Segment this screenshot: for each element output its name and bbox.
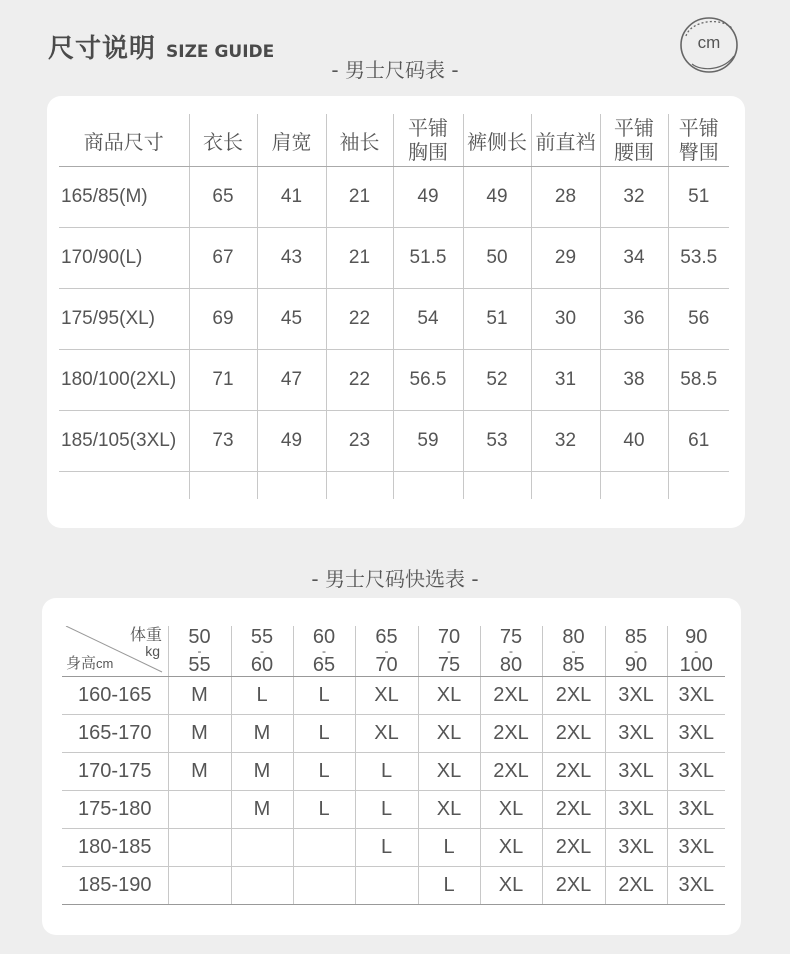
weight-range-header: [605, 626, 667, 677]
size-cell: 3XL: [667, 867, 725, 905]
table-row: [62, 867, 725, 905]
title-english: SIZE GUIDE: [166, 42, 275, 62]
range-dash: -: [634, 644, 638, 658]
size-cell: L: [418, 867, 480, 905]
weight-label: 体重: [129, 625, 162, 644]
range-dash: -: [384, 644, 389, 658]
table-row-empty: [59, 472, 729, 500]
weight-range-header: [667, 626, 725, 677]
measurement-cell: 43: [257, 228, 326, 289]
size-col-header: [326, 114, 393, 167]
size-cell: L: [355, 791, 418, 829]
size-cell: 3XL: [605, 715, 667, 753]
height-range: 170-175: [62, 753, 168, 791]
range-dash: -: [447, 644, 451, 658]
measurement-cell: 21: [326, 228, 393, 289]
size-cell: L: [355, 753, 418, 791]
size-cell: M: [168, 753, 231, 791]
size-table-title: - 男士尺码表 -: [331, 58, 459, 82]
header-text: 臀围: [678, 140, 719, 164]
size-cell: 3XL: [605, 677, 667, 715]
empty-cell: [393, 472, 463, 500]
weight-range-header: [480, 626, 542, 677]
size-cell: 2XL: [542, 715, 605, 753]
range-dash: -: [694, 644, 699, 658]
size-col-header: [463, 114, 531, 167]
size-col-header: [189, 114, 257, 167]
title-chinese: 尺寸说明: [48, 34, 157, 64]
empty-cell: [257, 472, 326, 500]
weight-range-header: [418, 626, 480, 677]
size-cell: 2XL: [542, 677, 605, 715]
weight-range-header: [231, 626, 293, 677]
cm-logo-text: cm: [697, 33, 721, 52]
measurement-cell: 41: [257, 167, 326, 228]
measurement-cell: 34: [600, 228, 668, 289]
size-cell: L: [293, 753, 355, 791]
size-cell: M: [231, 791, 293, 829]
size-label: 175/95(XL): [59, 289, 189, 350]
measurement-cell: 21: [326, 167, 393, 228]
size-cell: XL: [480, 791, 542, 829]
size-table: [59, 114, 729, 499]
size-cell: XL: [355, 715, 418, 753]
size-cell: [231, 867, 293, 905]
header-text: 肩宽: [271, 129, 312, 154]
height-range: 180-185: [62, 829, 168, 867]
weight-unit: kg: [145, 643, 160, 659]
size-cell: 2XL: [480, 715, 542, 753]
measurement-cell: 50: [463, 228, 531, 289]
measurement-cell: 49: [257, 411, 326, 472]
size-cell: 3XL: [667, 677, 725, 715]
header-text: 前直裆: [535, 129, 596, 154]
empty-cell: [531, 472, 600, 500]
header-text: 商品尺寸: [83, 129, 164, 154]
measurement-cell: 32: [531, 411, 600, 472]
header-text: 袖长: [339, 129, 380, 154]
size-cell: 3XL: [667, 791, 725, 829]
quick-table-card: [42, 598, 741, 935]
table-row: [59, 411, 729, 472]
weight-max: 85: [562, 654, 585, 676]
size-cell: L: [355, 829, 418, 867]
measurement-cell: 69: [189, 289, 257, 350]
empty-cell: [189, 472, 257, 500]
size-cell: M: [231, 715, 293, 753]
quick-table-header: [62, 626, 725, 677]
size-cell: [293, 867, 355, 905]
header-text: 衣长: [203, 129, 243, 154]
empty-cell: [59, 472, 189, 500]
measurement-cell: 45: [257, 289, 326, 350]
size-cell: M: [231, 753, 293, 791]
table-row: [62, 715, 725, 753]
weight-range-header: [168, 626, 231, 677]
weight-min: 60: [312, 626, 336, 648]
measurement-cell: 52: [463, 350, 531, 411]
corner-cell: [62, 626, 168, 677]
weight-max: 65: [312, 654, 336, 676]
measurement-cell: 51: [463, 289, 531, 350]
header-text: 平铺: [678, 116, 719, 140]
size-label: 170/90(L): [59, 228, 189, 289]
height-range: 175-180: [62, 791, 168, 829]
table-row: [62, 677, 725, 715]
size-cell: [168, 829, 231, 867]
weight-max: 90: [624, 654, 648, 676]
weight-max: 75: [437, 654, 461, 676]
size-col-header: [668, 114, 729, 167]
size-cell: [293, 829, 355, 867]
range-dash: -: [197, 644, 202, 658]
weight-range-header: [542, 626, 605, 677]
size-cell: 2XL: [542, 867, 605, 905]
quick-table-title: - 男士尺码快选表 -: [311, 567, 479, 591]
weight-min: 75: [499, 626, 523, 648]
measurement-cell: 54: [393, 289, 463, 350]
weight-max: 60: [250, 654, 274, 676]
weight-min: 50: [188, 626, 211, 648]
size-cell: 3XL: [605, 829, 667, 867]
measurement-cell: 59: [393, 411, 463, 472]
measurement-cell: 73: [189, 411, 257, 472]
measurement-cell: 58.5: [668, 350, 729, 411]
weight-max: 100: [679, 654, 713, 676]
measurement-cell: 56.5: [393, 350, 463, 411]
measurement-cell: 53.5: [668, 228, 729, 289]
size-cell: [168, 867, 231, 905]
size-cell: 2XL: [480, 677, 542, 715]
measurement-cell: 51.5: [393, 228, 463, 289]
measurement-cell: 29: [531, 228, 600, 289]
size-cell: [231, 829, 293, 867]
table-row: [59, 350, 729, 411]
size-col-header: [531, 114, 600, 167]
range-dash: -: [260, 644, 264, 658]
measurement-cell: 53: [463, 411, 531, 472]
size-cell: L: [293, 791, 355, 829]
weight-min: 80: [562, 626, 585, 648]
size-cell: XL: [418, 715, 480, 753]
range-dash: -: [509, 644, 513, 658]
size-cell: XL: [418, 677, 480, 715]
size-col-header: [600, 114, 668, 167]
header-text: 平铺: [614, 116, 654, 140]
weight-max: 80: [499, 654, 523, 676]
size-cell: M: [168, 677, 231, 715]
size-cell: 3XL: [605, 753, 667, 791]
size-col-header: [59, 114, 189, 167]
table-row: [62, 829, 725, 867]
measurement-cell: 51: [668, 167, 729, 228]
size-cell: 2XL: [605, 867, 667, 905]
size-cell: XL: [480, 829, 542, 867]
empty-cell: [668, 472, 729, 500]
table-row: [59, 289, 729, 350]
weight-min: 90: [685, 626, 708, 648]
size-cell: XL: [418, 753, 480, 791]
measurement-cell: 28: [531, 167, 600, 228]
size-cell: 2XL: [480, 753, 542, 791]
header-text: 胸围: [408, 140, 448, 164]
weight-range-header: [293, 626, 355, 677]
size-cell: 3XL: [667, 715, 725, 753]
measurement-cell: 22: [326, 350, 393, 411]
weight-min: 65: [375, 626, 398, 648]
size-cell: 2XL: [542, 753, 605, 791]
size-cell: XL: [355, 677, 418, 715]
size-col-header: [257, 114, 326, 167]
size-cell: XL: [418, 791, 480, 829]
size-label: 165/85(M): [59, 167, 189, 228]
weight-min: 55: [250, 626, 274, 648]
size-col-header: [393, 114, 463, 167]
measurement-cell: 49: [463, 167, 531, 228]
measurement-cell: 71: [189, 350, 257, 411]
weight-min: 70: [437, 626, 461, 648]
measurement-cell: 65: [189, 167, 257, 228]
size-cell: 2XL: [542, 791, 605, 829]
empty-cell: [326, 472, 393, 500]
measurement-cell: 30: [531, 289, 600, 350]
measurement-cell: 40: [600, 411, 668, 472]
size-table-header: [59, 114, 729, 167]
size-cell: L: [293, 677, 355, 715]
height-range: 165-170: [62, 715, 168, 753]
table-row: [59, 167, 729, 228]
measurement-cell: 32: [600, 167, 668, 228]
measurement-cell: 31: [531, 350, 600, 411]
height-label: 身高: [66, 654, 97, 672]
header-text: 腰围: [614, 140, 654, 164]
table-row: [59, 228, 729, 289]
height-range: 160-165: [62, 677, 168, 715]
size-label: 185/105(3XL): [59, 411, 189, 472]
height-range: 185-190: [62, 867, 168, 905]
measurement-cell: 47: [257, 350, 326, 411]
table-row: [62, 753, 725, 791]
size-cell: [355, 867, 418, 905]
weight-max: 70: [375, 654, 398, 676]
quick-table: [62, 626, 725, 905]
size-cell: 2XL: [542, 829, 605, 867]
header-text: 平铺: [408, 116, 448, 140]
weight-max: 55: [188, 654, 211, 676]
header-text: 裤侧长: [467, 129, 527, 154]
range-dash: -: [322, 644, 326, 658]
measurement-cell: 56: [668, 289, 729, 350]
size-cell: 3XL: [667, 753, 725, 791]
size-table-card: [47, 96, 745, 528]
measurement-cell: 49: [393, 167, 463, 228]
size-cell: L: [293, 715, 355, 753]
height-unit: cm: [96, 656, 114, 671]
range-dash: -: [571, 644, 576, 658]
size-cell: M: [168, 715, 231, 753]
size-cell: L: [418, 829, 480, 867]
measurement-cell: 61: [668, 411, 729, 472]
size-cell: [168, 791, 231, 829]
measurement-cell: 23: [326, 411, 393, 472]
empty-cell: [600, 472, 668, 500]
measurement-cell: 67: [189, 228, 257, 289]
size-label: 180/100(2XL): [59, 350, 189, 411]
measurement-cell: 36: [600, 289, 668, 350]
measurement-cell: 22: [326, 289, 393, 350]
size-cell: 3XL: [667, 829, 725, 867]
size-cell: XL: [480, 867, 542, 905]
table-row: [62, 791, 725, 829]
measurement-cell: 38: [600, 350, 668, 411]
empty-cell: [463, 472, 531, 500]
size-cell: 3XL: [605, 791, 667, 829]
size-cell: L: [231, 677, 293, 715]
weight-min: 85: [624, 626, 648, 648]
weight-range-header: [355, 626, 418, 677]
